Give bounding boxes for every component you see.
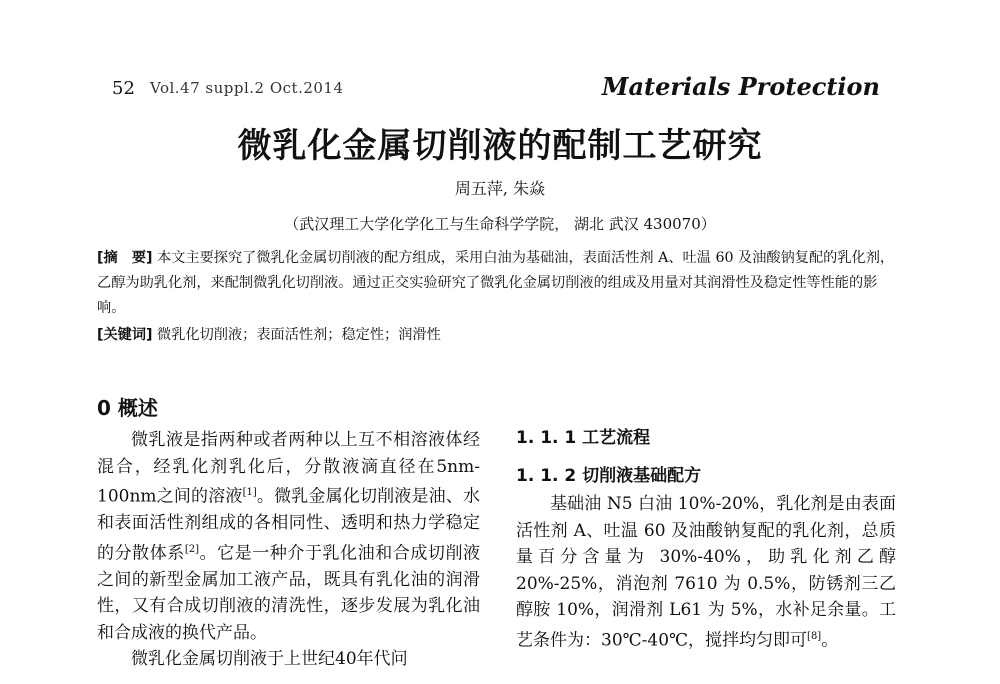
left-column: [97, 427, 480, 673]
citation-1: [1]: [242, 487, 257, 498]
volume-info: Vol.47 suppl.2 Oct.2014: [150, 79, 344, 97]
abstract-text: 本文主要探究了微乳化金属切削液的配方组成，采用白油为基础油，表面活性剂 A、吐温 60 及油酸钠复配的乳化剂，乙醇为助乳化剂，来配制微乳化切削液。通过正交实验研究了微乳化金属切削液的组成及用量对其润滑性及稳定性等性能的影响。: [97, 250, 895, 316]
keywords: [97, 323, 897, 348]
section-1-1-1-heading: 1. 1. 1 工艺流程: [516, 428, 651, 448]
paragraph-1: [97, 427, 480, 646]
paragraph-1-part-b: 。微乳金属化切削液是油、水和表面活性剂组成的各相同性、透明和热力学稳定的分散体系: [97, 486, 480, 564]
authors: 周五萍, 朱焱: [454, 179, 546, 198]
abstract-label: [摘 要]: [97, 250, 153, 266]
right-column: [516, 425, 896, 654]
section-0-heading: 0 概述: [97, 396, 158, 420]
section-1-1-2-heading: 1. 1. 2 切削液基础配方: [516, 465, 702, 486]
paper-title: 微乳化金属切削液的配制工艺研究: [237, 126, 763, 166]
citation-2: [2]: [184, 543, 199, 555]
keywords-label: [关键词]: [97, 327, 153, 343]
journal-name: Materials Protection: [601, 72, 880, 101]
paragraph-1-part-c: 。它是一种介于乳化油和合成切削液之间的新型金属加工液产品，既具有乳化油的润滑性，又有合成切削液的清洗性，逐步发展为乳化油和合成液的换代产品。: [97, 543, 481, 643]
formula-text: 基础油 N5 白油 10%-20%，乳化剂是由表面活性剂 A、吐温 60 及油酸钠复配的乳化剂，总质量百分含量为 30%-40%，助乳化剂乙醇 20%-25%，消泡剂 7610 为 0.5%，防锈剂三乙醇胺 10%，润滑剂 L61 为 5%，水补足余量。工艺条件为：30℃-40℃，搅拌均匀即可: [516, 494, 896, 651]
formula-end: 。: [821, 630, 839, 651]
abstract: [97, 246, 897, 321]
affiliation: （武汉理工大学化学化工与生命科学学院， 湖北 武汉 430070）: [284, 215, 716, 233]
paragraph-1-part-a: 微乳液是指两种或者两种以上互不相溶液体经混合，经乳化剂乳化后，分散液滴直径在5nm-100nm之间的溶液: [97, 430, 480, 507]
citation-8: [8]: [807, 630, 822, 642]
page-number: 52: [112, 78, 135, 99]
keywords-text: 微乳化切削液；表面活性剂；稳定性；润滑性: [157, 327, 441, 343]
formula-paragraph: [516, 491, 896, 654]
paragraph-2: 微乳化金属切削液于上世纪40年代问: [131, 649, 408, 670]
